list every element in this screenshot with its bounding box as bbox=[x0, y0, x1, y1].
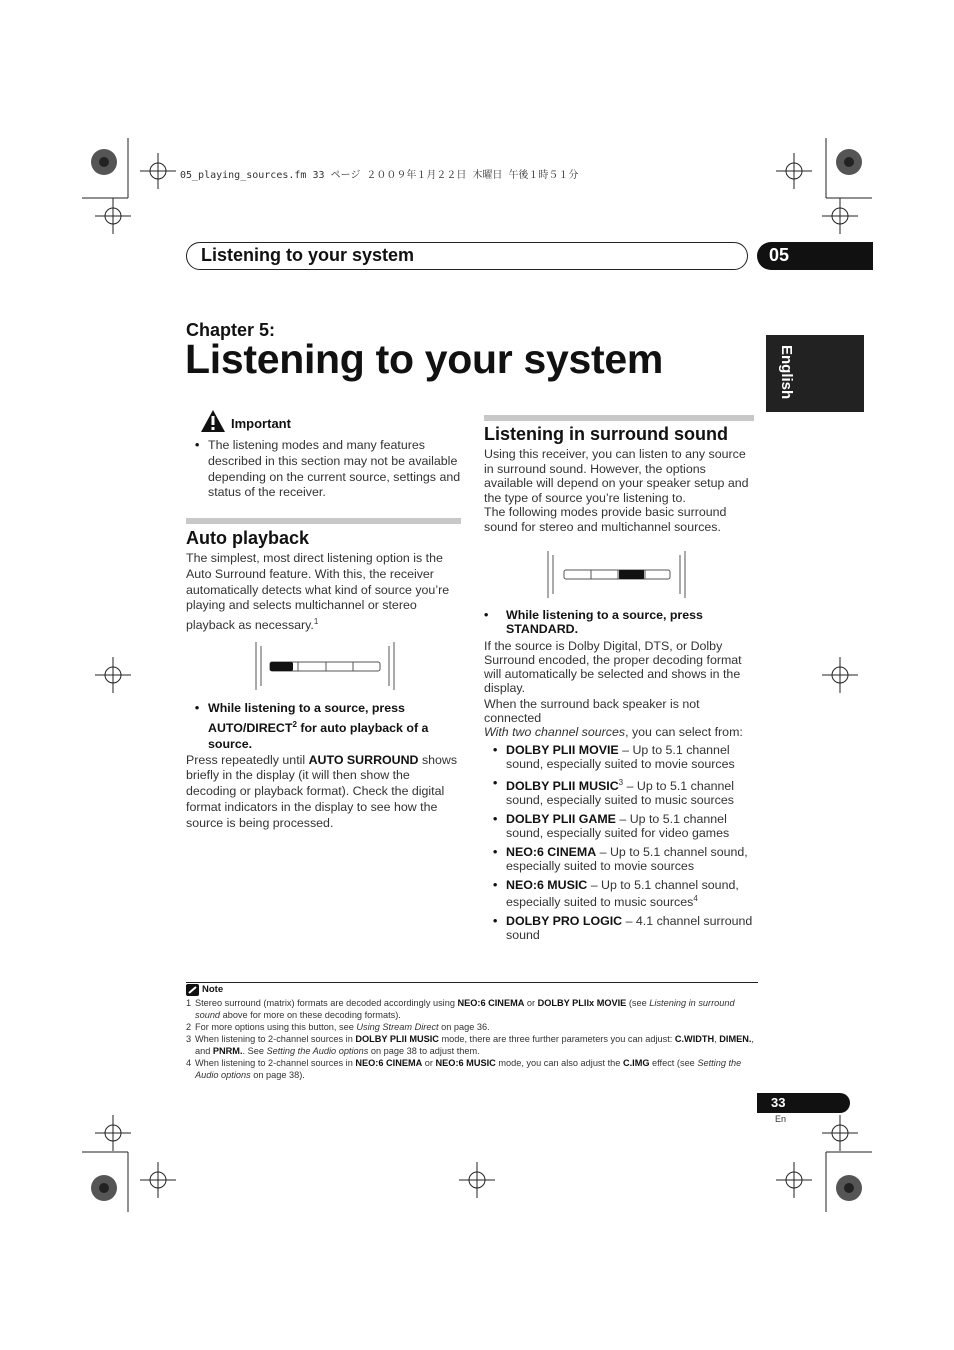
section-rule bbox=[186, 518, 461, 524]
footnote: 1 Stereo surround (matrix) formats are decoded accordingly using NEO:6 CINEMA or DOLBY PLIIx MOVIE (see Listening in surround sound above for more on these decoding formats). bbox=[186, 998, 735, 1020]
auto-playback-title: Auto playback bbox=[186, 528, 310, 548]
section-rule bbox=[484, 415, 754, 421]
surround-para-4: When the surround back speaker is not connected bbox=[484, 697, 700, 725]
important-text: • The listening modes and many features described in this section may not be available depending on the current source, settings and status of the receiver. bbox=[186, 438, 462, 501]
surround-step: • While listening to a source, press STANDARD. bbox=[484, 608, 703, 636]
surround-para-2: The following modes provide basic surround sound for stereo and multichannel sources. bbox=[484, 505, 727, 534]
auto-playback-intro: The simplest, most direct listening option is the Auto Surround feature. With this, the receiver automatically detects what kind of source you’re playing and selects multichannel or stereo playback as necessary.$^1$ bbox=[186, 551, 450, 633]
important-heading: Important bbox=[231, 416, 291, 431]
listening-mode-list bbox=[484, 743, 756, 942]
page-title: Listening to your system bbox=[185, 336, 664, 382]
surround-para-5: With two channel sources, you can select from: bbox=[484, 725, 743, 739]
language-tab bbox=[766, 335, 864, 412]
chapter-number-tab bbox=[757, 242, 873, 270]
important-list bbox=[186, 438, 462, 501]
front-panel-display-icon bbox=[255, 640, 395, 692]
surround-para-3: If the source is Dolby Digital, DTS, or Dolby Surround encoded, the proper decoding format will automatically be selected and shows in the display. bbox=[484, 639, 742, 695]
mode-item: • DOLBY PLII GAME – Up to 5.1 channel sound, especially suited for video games bbox=[484, 812, 756, 840]
mode-item: • DOLBY PRO LOGIC – 4.1 channel surround sound bbox=[484, 914, 756, 942]
surround-title: Listening in surround sound bbox=[484, 424, 728, 444]
note-divider bbox=[186, 982, 758, 983]
mode-item: • NEO:6 MUSIC – Up to 5.1 channel sound, especially suited to music sources$^4$ bbox=[484, 878, 756, 909]
chapter-number: 05 bbox=[769, 245, 790, 265]
running-header-title: Listening to your system bbox=[201, 245, 415, 265]
mode-item: • DOLBY PLII MOVIE – Up to 5.1 channel sound, especially suited to movie sources bbox=[484, 743, 756, 771]
front-panel-display-icon bbox=[547, 550, 687, 600]
footnote: 4 When listening to 2-channel sources in NEO:6 CINEMA or NEO:6 MUSIC mode, you can also adjust the C.IMG effect (see Setting the Audio options on page 38). bbox=[186, 1058, 742, 1080]
mode-item: • DOLBY PLII MUSIC$^3$ – Up to 5.1 channel sound, especially suited to music sources bbox=[484, 776, 756, 807]
mode-item: • NEO:6 CINEMA – Up to 5.1 channel sound, especially suited to movie sources bbox=[484, 845, 756, 873]
file-header: 05_playing_sources.fm 33 ページ ２００９年１月２２日 木曜日 午後１時５１分 bbox=[180, 170, 579, 181]
footnotes bbox=[186, 997, 758, 1081]
footnote: 3 When listening to 2-channel sources in DOLBY PLII MUSIC mode, there are three further parameters you can adjust: C.WIDTH, DIMEN., and PNRM.. See Setting the Audio options on page 38 to adjust them. bbox=[186, 1034, 754, 1056]
note-pencil-icon bbox=[186, 984, 199, 996]
auto-playback-press: Press repeatedly until AUTO SURROUND shows briefly in the display (it will then show the decoding or playback format). Check the digital format indicators in the display to see how the source is being processed. bbox=[186, 752, 458, 830]
note-heading: Note bbox=[202, 984, 224, 995]
page-language: En bbox=[775, 1114, 787, 1124]
language-label: English bbox=[778, 345, 795, 400]
page-number: 33 bbox=[771, 1095, 786, 1110]
warning-icon bbox=[200, 409, 226, 433]
auto-playback-step: • While listening to a source, press AUTO/DIRECT$^2$ for auto playback of a source. bbox=[194, 701, 429, 751]
chapter-label: Chapter 5: bbox=[186, 320, 276, 340]
surround-para-1: Using this receiver, you can listen to any source in surround sound. However, the options available will depend on your speaker setup and the type of source you’re listening to. bbox=[484, 447, 749, 505]
footnote: 2 For more options using this button, see Using Stream Direct on page 36. bbox=[186, 1022, 490, 1032]
page-number-tab bbox=[757, 1093, 850, 1113]
